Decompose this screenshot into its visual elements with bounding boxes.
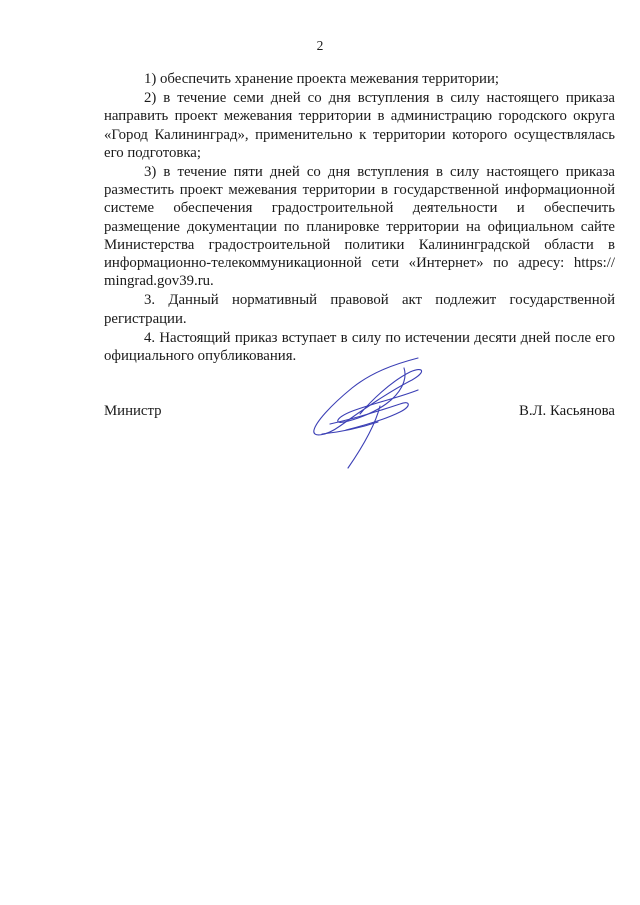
paragraph-store-project: 1) обеспечить хранение проекта межевания территории; [144, 71, 499, 87]
paragraph-send-project: 2) в течение семи дней со дня вступления в силу настоящего приказа направить проект межевания территории в администрацию городского округа «Город Калининград», применительно к территории которого осуществлялась его подготовка; [104, 90, 615, 161]
paragraph-registration: 3. Данный нормативный правовой акт подлежит государственной регистрации. [104, 292, 615, 327]
paragraph-publish-project: 3) в течение пяти дней со дня вступления в силу настоящего приказа разместить проект межевания территории в государственной информационной системе обеспечения градостроительной деятельности и обеспечить размещение документации по планировке территории на официальном сайте Министерства градостроительной политики Калининградской области в информационно-телекоммуникационной сети «Интернет» по адресу: https:// mingrad.gov39.ru. [104, 164, 615, 290]
document-body [104, 70, 615, 365]
signatory-name: В.Л. Касьянова [518, 403, 615, 419]
paragraph-effective-date: 4. Настоящий приказ вступает в силу по истечении десяти дней после его официального опубликования. [104, 329, 615, 365]
handwritten-signature [300, 350, 450, 470]
position-title: Министр [104, 403, 162, 419]
signature-stroke [314, 358, 422, 435]
page-number: 2 [316, 38, 324, 53]
